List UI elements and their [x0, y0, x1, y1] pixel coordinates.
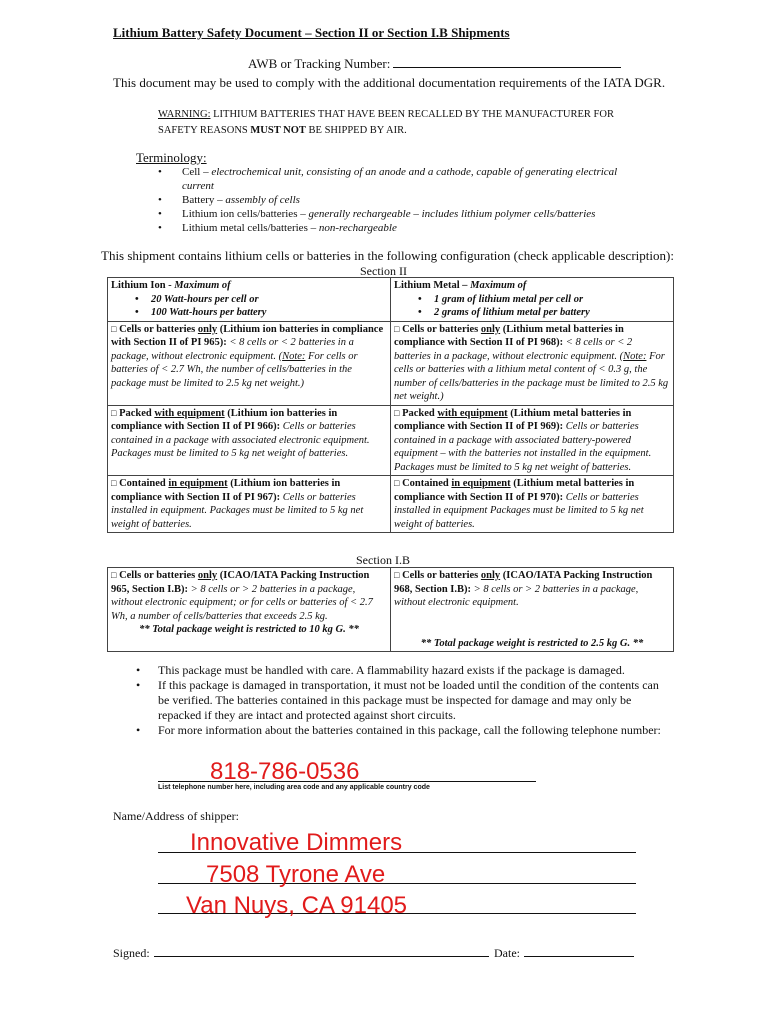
signature-line[interactable]: [154, 944, 489, 957]
awb-field: [248, 55, 621, 72]
awb-label: AWB or Tracking Number:: [248, 56, 391, 71]
shipper-city[interactable]: Van Nuys, CA 91405: [186, 892, 408, 919]
section-ii-label: Section II: [360, 264, 407, 278]
total-weight-metal: ** Total package weight is restricted to 2.5 kg G. **: [420, 637, 644, 649]
list-item: • Lithium metal cells/batteries – non-rechargeable: [158, 221, 648, 235]
checkbox[interactable]: □: [394, 478, 400, 488]
shipper-label: Name/Address of shipper:: [113, 809, 239, 823]
table-row: [108, 321, 674, 405]
option-metal-pi969[interactable]: □ Packed with equipment (Lithium metal batteries in compliance with Section II of PI 969): Cells or batteries contained in a package with associated battery-powered equipment – with the batteries not installed in the equipment. Packages must be limited to 5 kg net weight of batteries.: [391, 405, 674, 476]
checkbox[interactable]: □: [111, 323, 117, 334]
table-row: [108, 278, 674, 322]
warning-text-2: BE SHIPPED BY AIR.: [308, 125, 407, 136]
document-title: Lithium Battery Safety Document – Section II or Section I.B Shipments: [113, 25, 510, 40]
option-ion-pi966[interactable]: □ Packed with equipment (Lithium ion batteries in compliance with Section II of PI 966): Cells or batteries contained in a package with associated electronic equipment. Packages must be limited to 5 kg net weight of batteries.: [108, 405, 391, 476]
option-ion-pi965[interactable]: □ Cells or batteries only (Lithium ion batteries in compliance with Section II of PI 965): < 8 cells or < 2 batteries in a package, without electronic equipment. (Note: For cells or batteries of < 2.7 Wh, the number of cells/batteries in the package must be limited to 2.5 kg net weight.): [108, 321, 391, 405]
shipment-statement: This shipment contains lithium cells or batteries in the following configuration (check applicable description):: [101, 248, 674, 263]
terminology-heading: Terminology:: [136, 150, 207, 165]
option-metal-pi968[interactable]: □ Cells or batteries only (Lithium metal batteries in compliance with Section II of PI 968): < 8 cells or < 2 batteries in a package, without electronic equipment. (Note: For cells or batteries with a lithium metal content of < 0.3 g, the number of cells/batteries in the package must be limited to 2.5 kg net weight.): [391, 321, 674, 405]
checkbox[interactable]: □: [111, 570, 117, 580]
intro-text: This document may be used to comply with the additional documentation requirements of the IATA DGR.: [113, 75, 666, 90]
list-item: • Battery – assembly of cells: [158, 193, 648, 207]
shipper-name[interactable]: Innovative Dimmers: [190, 829, 403, 856]
table-row: [108, 568, 674, 652]
list-item: • For more information about the batteries contained in this package, call the following telephone number:: [136, 723, 666, 738]
section-ii-table: [107, 277, 674, 533]
handling-notes: [136, 663, 666, 738]
list-item: • If this package is damaged in transportation, it must not be loaded until the condition of the contents can be verified. The batteries contained in this package must be inspected for damage and may only be repacked if they are intact and protected against short circuits.: [136, 678, 666, 723]
date-field: [494, 944, 634, 961]
checkbox[interactable]: □: [111, 407, 117, 418]
table-row: [108, 476, 674, 533]
option-ion-pi967[interactable]: □ Contained in equipment (Lithium ion batteries in compliance with Section II of PI 967): Cells or batteries installed in equipment. Packages must be limited to 5 kg net weight of batteries.: [108, 476, 391, 533]
shipper-street[interactable]: 7508 Tyrone Ave: [206, 861, 386, 888]
checkbox[interactable]: □: [394, 570, 400, 580]
phone-number[interactable]: 818-786-0536: [210, 758, 360, 785]
section-ib-label: Section I.B: [356, 553, 410, 567]
lithium-metal-header: Lithium Metal – Maximum of • 1 gram of lithium metal per cell or • 2 grams of lithium metal per battery: [391, 278, 674, 322]
lithium-ion-header: Lithium Ion - Maximum of • 20 Watt-hours per cell or • 100 Watt-hours per battery: [108, 278, 391, 322]
warning-label: WARNING:: [158, 109, 211, 120]
warning-must-not: MUST NOT: [250, 125, 306, 136]
phone-caption: List telephone number here, including area code and any applicable country code: [158, 784, 430, 791]
phone-line: [158, 781, 536, 782]
awb-input-line[interactable]: [393, 55, 621, 68]
warning-text-1: LITHIUM BATTERIES THAT HAVE BEEN RECALLED BY THE MANUFACTURER FOR SAFETY REASONS: [158, 109, 614, 136]
section-ib-table: [107, 567, 674, 652]
list-item: • Lithium ion cells/batteries – generally rechargeable – includes lithium polymer cells/batteries: [158, 207, 648, 221]
list-item: • Cell – electrochemical unit, consisting of an anode and a cathode, capable of generating electrical current: [158, 165, 648, 193]
total-weight-ion: ** Total package weight is restricted to 10 kg G. **: [139, 624, 359, 635]
date-line[interactable]: [524, 944, 634, 957]
option-metal-pi968-ib[interactable]: □ Cells or batteries only (ICAO/IATA Packing Instruction 968, Section I.B): > 8 cells or > 2 batteries in a package, without electronic equipment. ** Total package weight is restricted to 2.5 kg G. **: [391, 568, 674, 652]
checkbox[interactable]: □: [111, 478, 117, 488]
checkbox[interactable]: □: [394, 407, 400, 418]
list-item: • This package must be handled with care. A flammability hazard exists if the package is damaged.: [136, 663, 666, 678]
checkbox[interactable]: □: [394, 323, 400, 334]
signed-label: Signed:: [113, 946, 150, 960]
warning-block: [158, 107, 628, 139]
table-row: [108, 405, 674, 476]
signature-field: [113, 944, 489, 961]
date-label: Date:: [494, 946, 520, 960]
option-ion-pi965-ib[interactable]: □ Cells or batteries only (ICAO/IATA Packing Instruction 965, Section I.B): > 8 cells or > 2 batteries in a package, without electronic equipment; or for cells or batteries of < 2.7 Wh, a number of cells/batteries that exceeds 2.5 kg. ** Total package weight is restricted to 10 kg G. **: [108, 568, 391, 652]
option-metal-pi970[interactable]: □ Contained in equipment (Lithium metal batteries in compliance with Section II of PI 970): Cells or batteries installed in equipment Packages must be limited to 5 kg net weight of batteries.: [391, 476, 674, 533]
terminology-list: [158, 165, 648, 235]
